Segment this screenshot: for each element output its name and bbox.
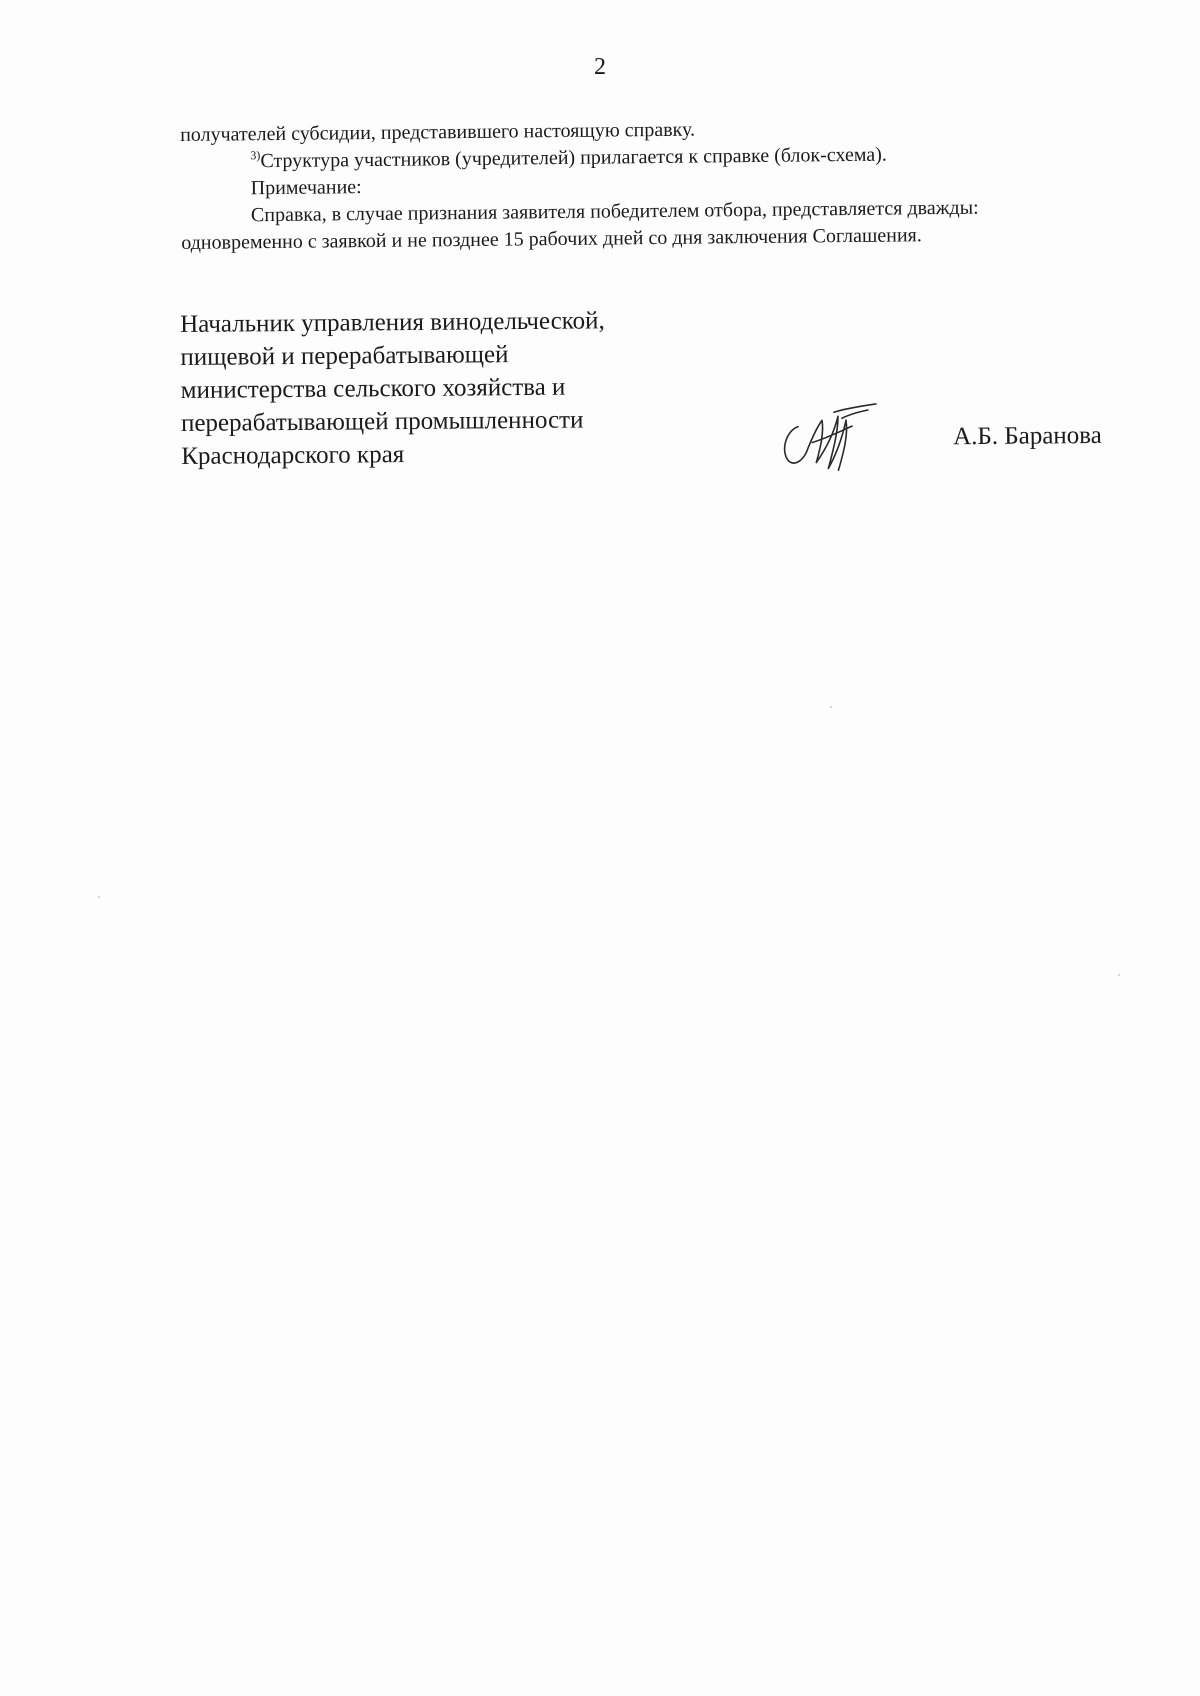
notes-line-1: получателей субсидии, представившего настоящую справку. [180, 118, 696, 146]
scan-speck [1118, 974, 1120, 976]
position-line-1: Начальник управления винодельческой, [180, 307, 605, 338]
signature-block [180, 300, 1141, 478]
signer-name: А.Б. Баранова [953, 421, 1102, 451]
position-line-3: министерства сельского хозяйства и [180, 373, 566, 404]
handwritten-signature [776, 398, 887, 479]
scan-speck [830, 706, 832, 708]
position-line-5: Краснодарского края [181, 441, 405, 470]
notes-line-3: Справка, в случае признания заявителя победителем отбора, представляется дважды: [250, 196, 979, 227]
page-number: 2 [594, 54, 606, 80]
notes-line-4: одновременно с заявкой и не позднее 15 рабочих дней со дня заключения Соглашения. [181, 224, 922, 254]
scan-speck [98, 896, 100, 898]
structure-note: Структура участников (учредителей) прилагается к справке (блок-схема). [260, 143, 887, 173]
notes-section [180, 112, 1136, 257]
signer-position [180, 304, 606, 473]
position-line-2: пищевой и перерабатывающей [180, 341, 509, 371]
note-heading: Примечание: [250, 176, 362, 200]
position-line-4: перерабатывающей промышленности [180, 406, 584, 437]
footnote-marker: 3) [250, 148, 261, 163]
